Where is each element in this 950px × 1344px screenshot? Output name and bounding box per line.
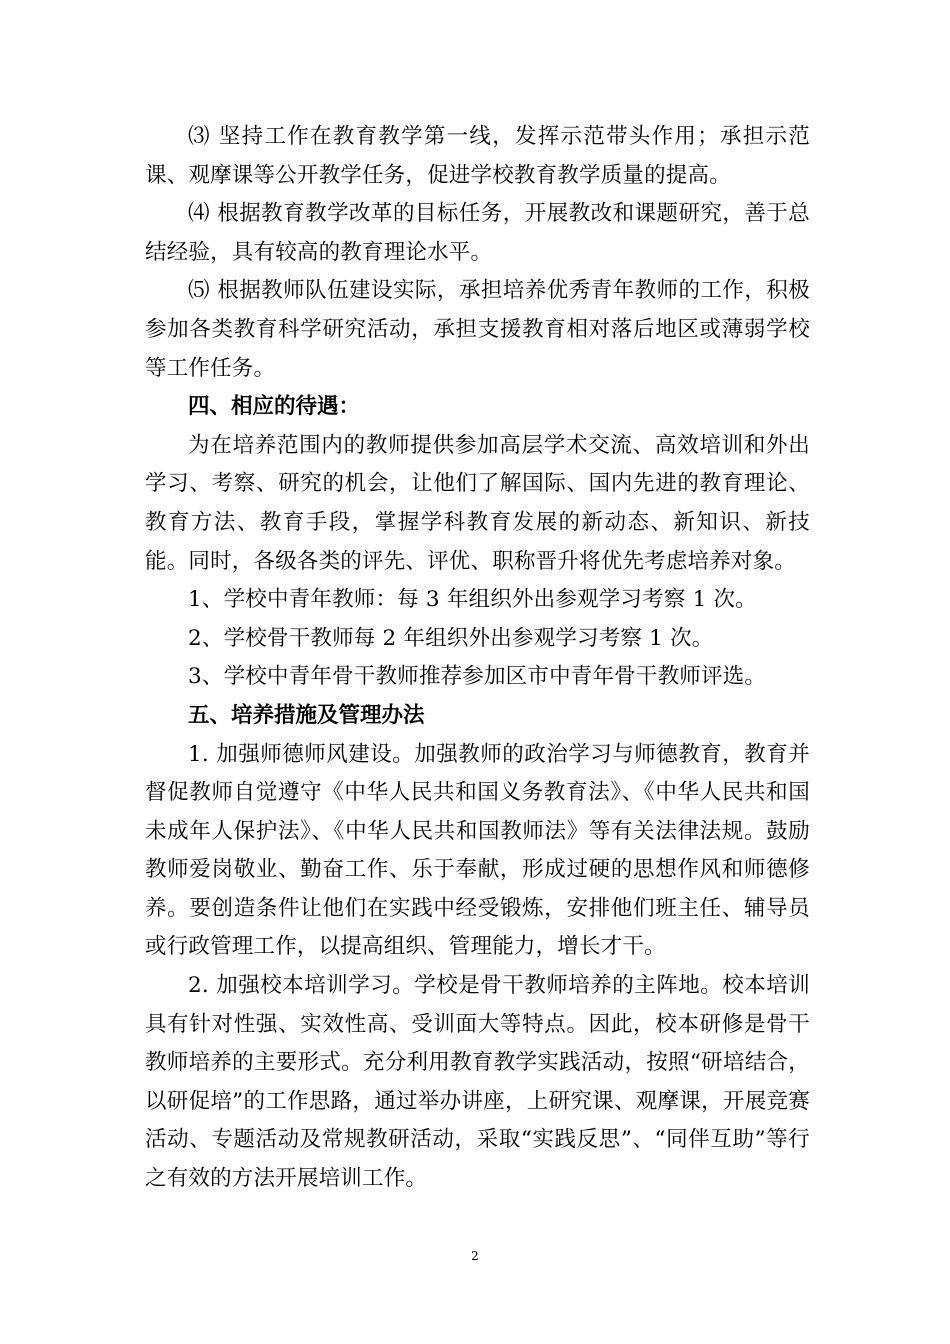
paragraph-item-4: ⑷ 根据教育教学改革的目标任务，开展教改和课题研究，善于总结经验，具有较高的教育理论水平。 — [145, 201, 810, 265]
paragraph-measure-2: 2. 加强校本培训学习。学校是骨干教师培养的主阵地。校本培训具有针对性强、实效性高、受训面大等特点。因此，校本研修是骨干教师培养的主要形式。充分利用教育教学实践活动，按照“研培结合，以研促培”的工作思路，通过举办讲座，上研究课、观摩课，开展竞赛活动、专题活动及常规教研活动，采取“实践反思”、“同伴互助”等行之有效的方法开展培训工作。 — [145, 973, 810, 1192]
paragraph-item-3: ⑶ 坚持工作在教育教学第一线，发挥示范带头作用；承担示范课、观摩课等公开教学任务，促进学校教育教学质量的提高。 — [145, 124, 810, 188]
paragraph-treatment-intro: 为在培养范围内的教师提供参加高层学术交流、高效培训和外出学习、考察、研究的机会，让他们了解国际、国内先进的教育理论、教育方法、教育手段，掌握学科教育发展的新动态、新知识、新技能。同时，各级各类的评先、评优、职称晋升将优先考虑培养对象。 — [145, 432, 810, 574]
page-number: 2 — [471, 1249, 479, 1263]
list-item-1: 1、学校中青年教师：每 3 年组织外出参观学习考察 1 次。 — [188, 587, 757, 613]
list-item-2: 2、学校骨干教师每 2 年组织外出参观学习考察 1 次。 — [188, 625, 714, 651]
document-body — [145, 118, 810, 1199]
section-heading-treatment: 四、相应的待遇： — [188, 394, 361, 420]
paragraph-measure-1: 1. 加强师德师风建设。加强教师的政治学习与师德教育，教育并督促教师自觉遵守《中华人民共和国义务教育法》、《中华人民共和国未成年人保护法》、《中华人民共和国教师法》等有关法律法规。鼓励教师爱岗敬业、勤奋工作、乐于奉献，形成过硬的思想作风和师德修养。要创造条件让他们在实践中经受锻炼，安排他们班主任、辅导员或行政管理工作，以提高组织、管理能力，增长才干。 — [145, 741, 810, 960]
paragraph-item-5: ⑸ 根据教师队伍建设实际，承担培养优秀青年教师的工作，积极参加各类教育科学研究活动，承担支援教育相对落后地区或薄弱学校等工作任务。 — [145, 278, 810, 381]
list-item-3: 3、学校中青年骨干教师推荐参加区市中青年骨干教师评选。 — [188, 664, 767, 690]
section-heading-measures: 五、培养措施及管理办法 — [188, 702, 425, 728]
